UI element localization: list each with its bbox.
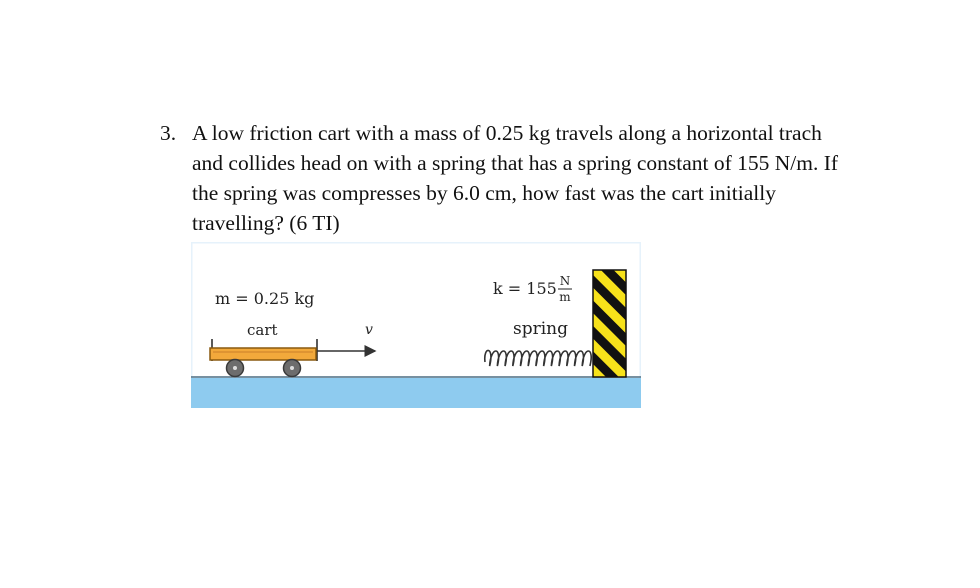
- unit-denominator: m: [559, 290, 571, 304]
- spring-constant-label: k = 155: [493, 279, 557, 298]
- question-text: [192, 118, 950, 238]
- wheel-hub: [233, 366, 237, 370]
- wheel-hub: [290, 366, 294, 370]
- question-line: and collides head on with a spring that has a spring constant of 155 N/m. If: [192, 151, 839, 175]
- mass-label: m = 0.25 kg: [215, 289, 315, 308]
- question-line: the spring was compresses by 6.0 cm, how fast was the cart initially: [192, 181, 776, 205]
- ground: [191, 378, 641, 408]
- wall: [593, 270, 626, 377]
- cart-body: [210, 348, 316, 360]
- question-number: 3.: [160, 121, 177, 145]
- figure-canvas: [191, 242, 641, 408]
- unit-numerator: N: [559, 274, 571, 288]
- velocity-label: v: [365, 322, 373, 338]
- question-line: A low friction cart with a mass of 0.25 kg travels along a horizontal trach: [192, 121, 822, 145]
- cart-label: cart: [247, 321, 278, 339]
- question: [160, 118, 950, 238]
- question-line: travelling? (6 TI): [192, 211, 340, 235]
- spring-label: spring: [513, 319, 569, 339]
- cart-spring-figure: [191, 242, 641, 408]
